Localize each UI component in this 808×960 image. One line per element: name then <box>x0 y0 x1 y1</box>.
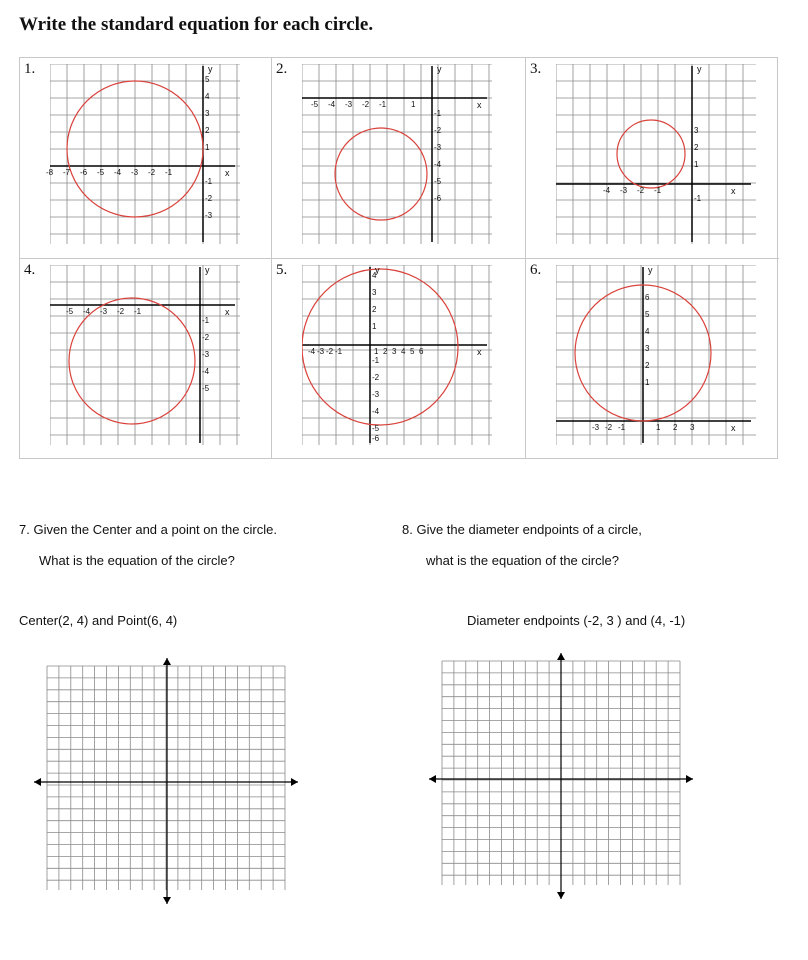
x-tick-label: -3 <box>592 423 600 432</box>
problem-1 <box>20 58 272 259</box>
y-tick-label: -1 <box>372 356 380 365</box>
q8-blank-grid[interactable] <box>427 651 697 903</box>
problem-2 <box>272 58 526 259</box>
y-axis-label: y <box>437 64 442 74</box>
x-tick-label: -1 <box>165 168 173 177</box>
x-tick-label: -8 <box>46 168 54 177</box>
arrow-right-icon <box>291 778 298 786</box>
y-axis-label: y <box>697 64 702 74</box>
x-tick-label: -1 <box>134 307 142 316</box>
x-tick-label: -2 <box>605 423 613 432</box>
arrow-down-icon <box>163 897 171 904</box>
circle <box>335 128 427 220</box>
x-tick-label: -4 <box>308 347 316 356</box>
x-tick-label: -2 <box>637 186 645 195</box>
arrow-up-icon <box>557 653 565 660</box>
x-tick-label: -3 <box>345 100 353 109</box>
y-tick-label: -1 <box>205 177 213 186</box>
y-tick-label: 4 <box>372 271 377 280</box>
x-axis-label: x <box>477 100 482 110</box>
x-tick-label: -1 <box>654 186 662 195</box>
circle <box>69 298 195 424</box>
x-tick-label: -2 <box>362 100 370 109</box>
x-axis-label: x <box>225 307 230 317</box>
x-tick-label: 2 <box>383 347 388 356</box>
y-tick-label: 4 <box>645 327 650 336</box>
problem-number: 2. <box>276 61 288 77</box>
worksheet-title: Write the standard equation for each circle. <box>19 14 374 35</box>
y-tick-label: -3 <box>205 211 213 220</box>
x-axis-label: x <box>477 347 482 357</box>
x-tick-label: 3 <box>690 423 695 432</box>
problems-table <box>19 57 778 459</box>
y-tick-label: 2 <box>694 143 699 152</box>
grid-lines <box>50 265 240 445</box>
y-tick-label: 1 <box>694 160 699 169</box>
x-axis-label: x <box>225 168 230 178</box>
y-tick-label: 2 <box>372 305 377 314</box>
x-tick-label: 5 <box>410 347 415 356</box>
x-tick-label: -4 <box>83 307 91 316</box>
q7-line2: What is the equation of the circle? <box>39 553 235 568</box>
y-tick-label: 6 <box>645 293 650 302</box>
y-tick-label: -6 <box>372 434 380 443</box>
q7-line1: 7. Given the Center and a point on the circle. <box>19 522 277 537</box>
x-tick-label: -3 <box>317 347 325 356</box>
y-tick-label: -1 <box>434 109 442 118</box>
problem-3 <box>526 58 779 259</box>
arrow-up-icon <box>163 658 171 665</box>
x-tick-label: 6 <box>419 347 424 356</box>
y-tick-label: 3 <box>372 288 377 297</box>
y-tick-label: -1 <box>694 194 702 203</box>
x-tick-label: -6 <box>80 168 88 177</box>
q8-given: Diameter endpoints (-2, 3 ) and (4, -1) <box>467 613 686 628</box>
problem-number: 5. <box>276 262 288 278</box>
q8-line2: what is the equation of the circle? <box>426 553 619 568</box>
x-tick-label: -1 <box>335 347 343 356</box>
y-tick-label: -3 <box>202 350 210 359</box>
arrow-down-icon <box>557 892 565 899</box>
y-axis-label: y <box>375 265 380 275</box>
y-tick-label: -2 <box>372 373 380 382</box>
problem-number: 6. <box>530 262 542 278</box>
x-tick-label: -5 <box>311 100 319 109</box>
y-tick-label: -3 <box>372 390 380 399</box>
y-tick-label: 5 <box>205 75 210 84</box>
x-tick-label: -1 <box>618 423 626 432</box>
y-tick-label: 3 <box>645 344 650 353</box>
y-tick-label: 3 <box>694 126 699 135</box>
x-tick-label: -3 <box>100 307 108 316</box>
problem-5-graph <box>302 265 492 450</box>
problem-number: 4. <box>24 262 36 278</box>
problem-number: 1. <box>24 61 36 77</box>
y-tick-label: -4 <box>434 160 442 169</box>
x-tick-label: -3 <box>131 168 139 177</box>
y-tick-label: -2 <box>202 333 210 342</box>
x-tick-label: -4 <box>114 168 122 177</box>
y-tick-label: -2 <box>434 126 442 135</box>
q8-line1: 8. Give the diameter endpoints of a circle, <box>402 522 642 537</box>
grid-lines <box>47 666 285 890</box>
q7-given: Center(2, 4) and Point(6, 4) <box>19 613 178 628</box>
x-tick-label: 4 <box>401 347 406 356</box>
x-tick-label: -5 <box>97 168 105 177</box>
x-tick-label: -1 <box>379 100 387 109</box>
y-tick-label: -4 <box>372 407 380 416</box>
y-tick-label: 5 <box>645 310 650 319</box>
q7-blank-grid[interactable] <box>32 656 302 908</box>
y-tick-label: -5 <box>202 384 210 393</box>
y-tick-label: 2 <box>645 361 650 370</box>
problem-1-graph <box>50 64 240 249</box>
y-tick-label: -5 <box>434 177 442 186</box>
y-tick-label: 1 <box>372 322 377 331</box>
problem-4-graph <box>50 265 240 450</box>
x-tick-label: 1 <box>411 100 416 109</box>
y-tick-label: -5 <box>372 424 380 433</box>
y-tick-label: -4 <box>202 367 210 376</box>
problem-4 <box>20 259 272 458</box>
x-tick-label: -4 <box>328 100 336 109</box>
y-tick-label: -1 <box>202 316 210 325</box>
grid-lines <box>556 64 756 244</box>
x-axis-label: x <box>731 423 736 433</box>
x-tick-label: 1 <box>656 423 661 432</box>
x-tick-label: -2 <box>117 307 125 316</box>
x-tick-label: -2 <box>326 347 334 356</box>
y-tick-label: -3 <box>434 143 442 152</box>
x-tick-label: 2 <box>673 423 678 432</box>
y-tick-label: 1 <box>205 143 210 152</box>
y-axis-label: y <box>205 265 210 275</box>
y-tick-label: 3 <box>205 109 210 118</box>
arrow-left-icon <box>429 775 436 783</box>
x-axis-label: x <box>731 186 736 196</box>
y-tick-label: -2 <box>205 194 213 203</box>
y-tick-label: 1 <box>645 378 650 387</box>
x-tick-label: -2 <box>148 168 156 177</box>
arrow-left-icon <box>34 778 41 786</box>
x-tick-label: -3 <box>620 186 628 195</box>
problem-3-graph <box>556 64 756 249</box>
y-axis-label: y <box>648 265 653 275</box>
problem-6 <box>526 259 779 458</box>
problem-number: 3. <box>530 61 542 77</box>
y-tick-label: 2 <box>205 126 210 135</box>
y-tick-label: -6 <box>434 194 442 203</box>
x-tick-label: -4 <box>603 186 611 195</box>
x-tick-label: 3 <box>392 347 397 356</box>
arrow-right-icon <box>686 775 693 783</box>
x-tick-label: 1 <box>374 347 379 356</box>
y-tick-label: 4 <box>205 92 210 101</box>
x-tick-label: -5 <box>66 307 74 316</box>
y-axis-label: y <box>208 64 213 74</box>
problem-5 <box>272 259 526 458</box>
problem-2-graph <box>302 64 492 249</box>
grid-lines <box>556 265 756 445</box>
x-tick-label: -7 <box>63 168 71 177</box>
